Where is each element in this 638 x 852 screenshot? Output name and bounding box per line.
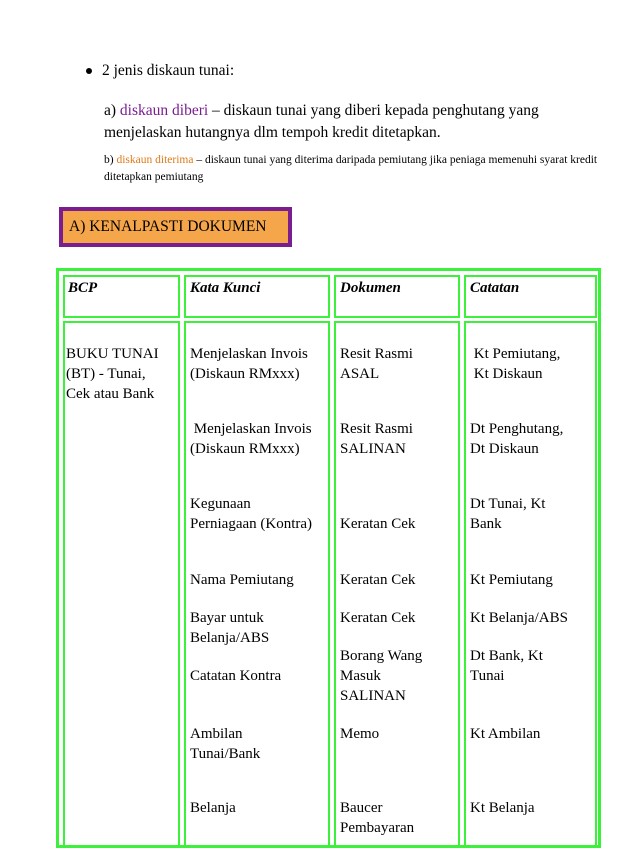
- bullet-item: [86, 62, 234, 80]
- catatan-cell: Dt Tunai, Kt Bank: [470, 496, 546, 532]
- dokumen-cell: Borang Wang Masuk SALINAN: [340, 648, 423, 704]
- para-b-highlight: diskaun diterima: [116, 154, 194, 166]
- catatan-cell: Kt Pemiutang: [470, 572, 553, 588]
- header-kata-kunci: Kata Kunci: [190, 280, 261, 296]
- catatan-cell: Kt Ambilan: [470, 726, 541, 742]
- bullet-text: 2 jenis diskaun tunai:: [102, 62, 235, 79]
- kata-kunci-cell: Menjelaskan Invois (Diskaun RMxxx): [190, 421, 312, 457]
- dokumen-cell: Keratan Cek: [340, 572, 416, 588]
- kata-kunci-cell: Nama Pemiutang: [190, 572, 294, 588]
- dokumen-cell: Resit Rasmi ASAL: [340, 346, 413, 382]
- kata-kunci-cell: Bayar untuk Belanja/ABS: [190, 610, 270, 646]
- kata-kunci-cell: Kegunaan Perniagaan (Kontra): [190, 496, 313, 532]
- para-a-prefix: a): [104, 102, 120, 119]
- kata-kunci-cell: Ambilan Tunai/Bank: [190, 726, 261, 762]
- section-heading: [59, 207, 292, 247]
- dokumen-cell: Resit Rasmi SALINAN: [340, 421, 413, 457]
- header-bcp: BCP: [68, 280, 98, 296]
- dokumen-cell: Memo: [340, 726, 380, 742]
- catatan-cell: Dt Bank, Kt Tunai: [470, 648, 543, 684]
- para-a-rest: – diskaun tunai yang diberi kepada penghutang yang menjelaskan hutangnya dlm tempoh kredit ditetapkan.: [104, 102, 539, 141]
- para-a-highlight: diskaun diberi: [119, 102, 209, 119]
- kata-kunci-cell: Catatan Kontra: [190, 668, 282, 684]
- catatan-cell: Kt Pemiutang, Kt Diskaun: [473, 346, 561, 382]
- catatan-cell: Kt Belanja/ABS: [470, 610, 568, 626]
- catatan-cell: Kt Belanja: [470, 800, 535, 816]
- dokumen-cell: Keratan Cek: [340, 610, 416, 626]
- catatan-cell: Dt Penghutang, Dt Diskaun: [470, 421, 564, 457]
- dokumen-cell: Keratan Cek: [340, 516, 416, 532]
- header-catatan: Catatan: [470, 280, 520, 296]
- bcp-cell: BUKU TUNAI (BT) - Tunai, Cek atau Bank: [66, 346, 159, 402]
- kata-kunci-cell: Belanja: [190, 800, 236, 816]
- para-b-prefix: b): [104, 154, 117, 166]
- kata-kunci-cell: Menjelaskan Invois (Diskaun RMxxx): [190, 346, 308, 382]
- document-table: [56, 268, 601, 848]
- section-heading-text: A) KENALPASTI DOKUMEN: [69, 218, 267, 235]
- para-b-rest: – diskaun tunai yang diterima daripada pemiutang jika peniaga memenuhi syarat kredit ditetapkan pemiutang: [104, 154, 598, 183]
- header-dokumen: Dokumen: [340, 280, 401, 296]
- bullet-icon: [86, 68, 92, 74]
- dokumen-cell: Baucer Pembayaran: [340, 800, 415, 836]
- paragraph-a: [104, 100, 604, 144]
- paragraph-b: [104, 152, 624, 186]
